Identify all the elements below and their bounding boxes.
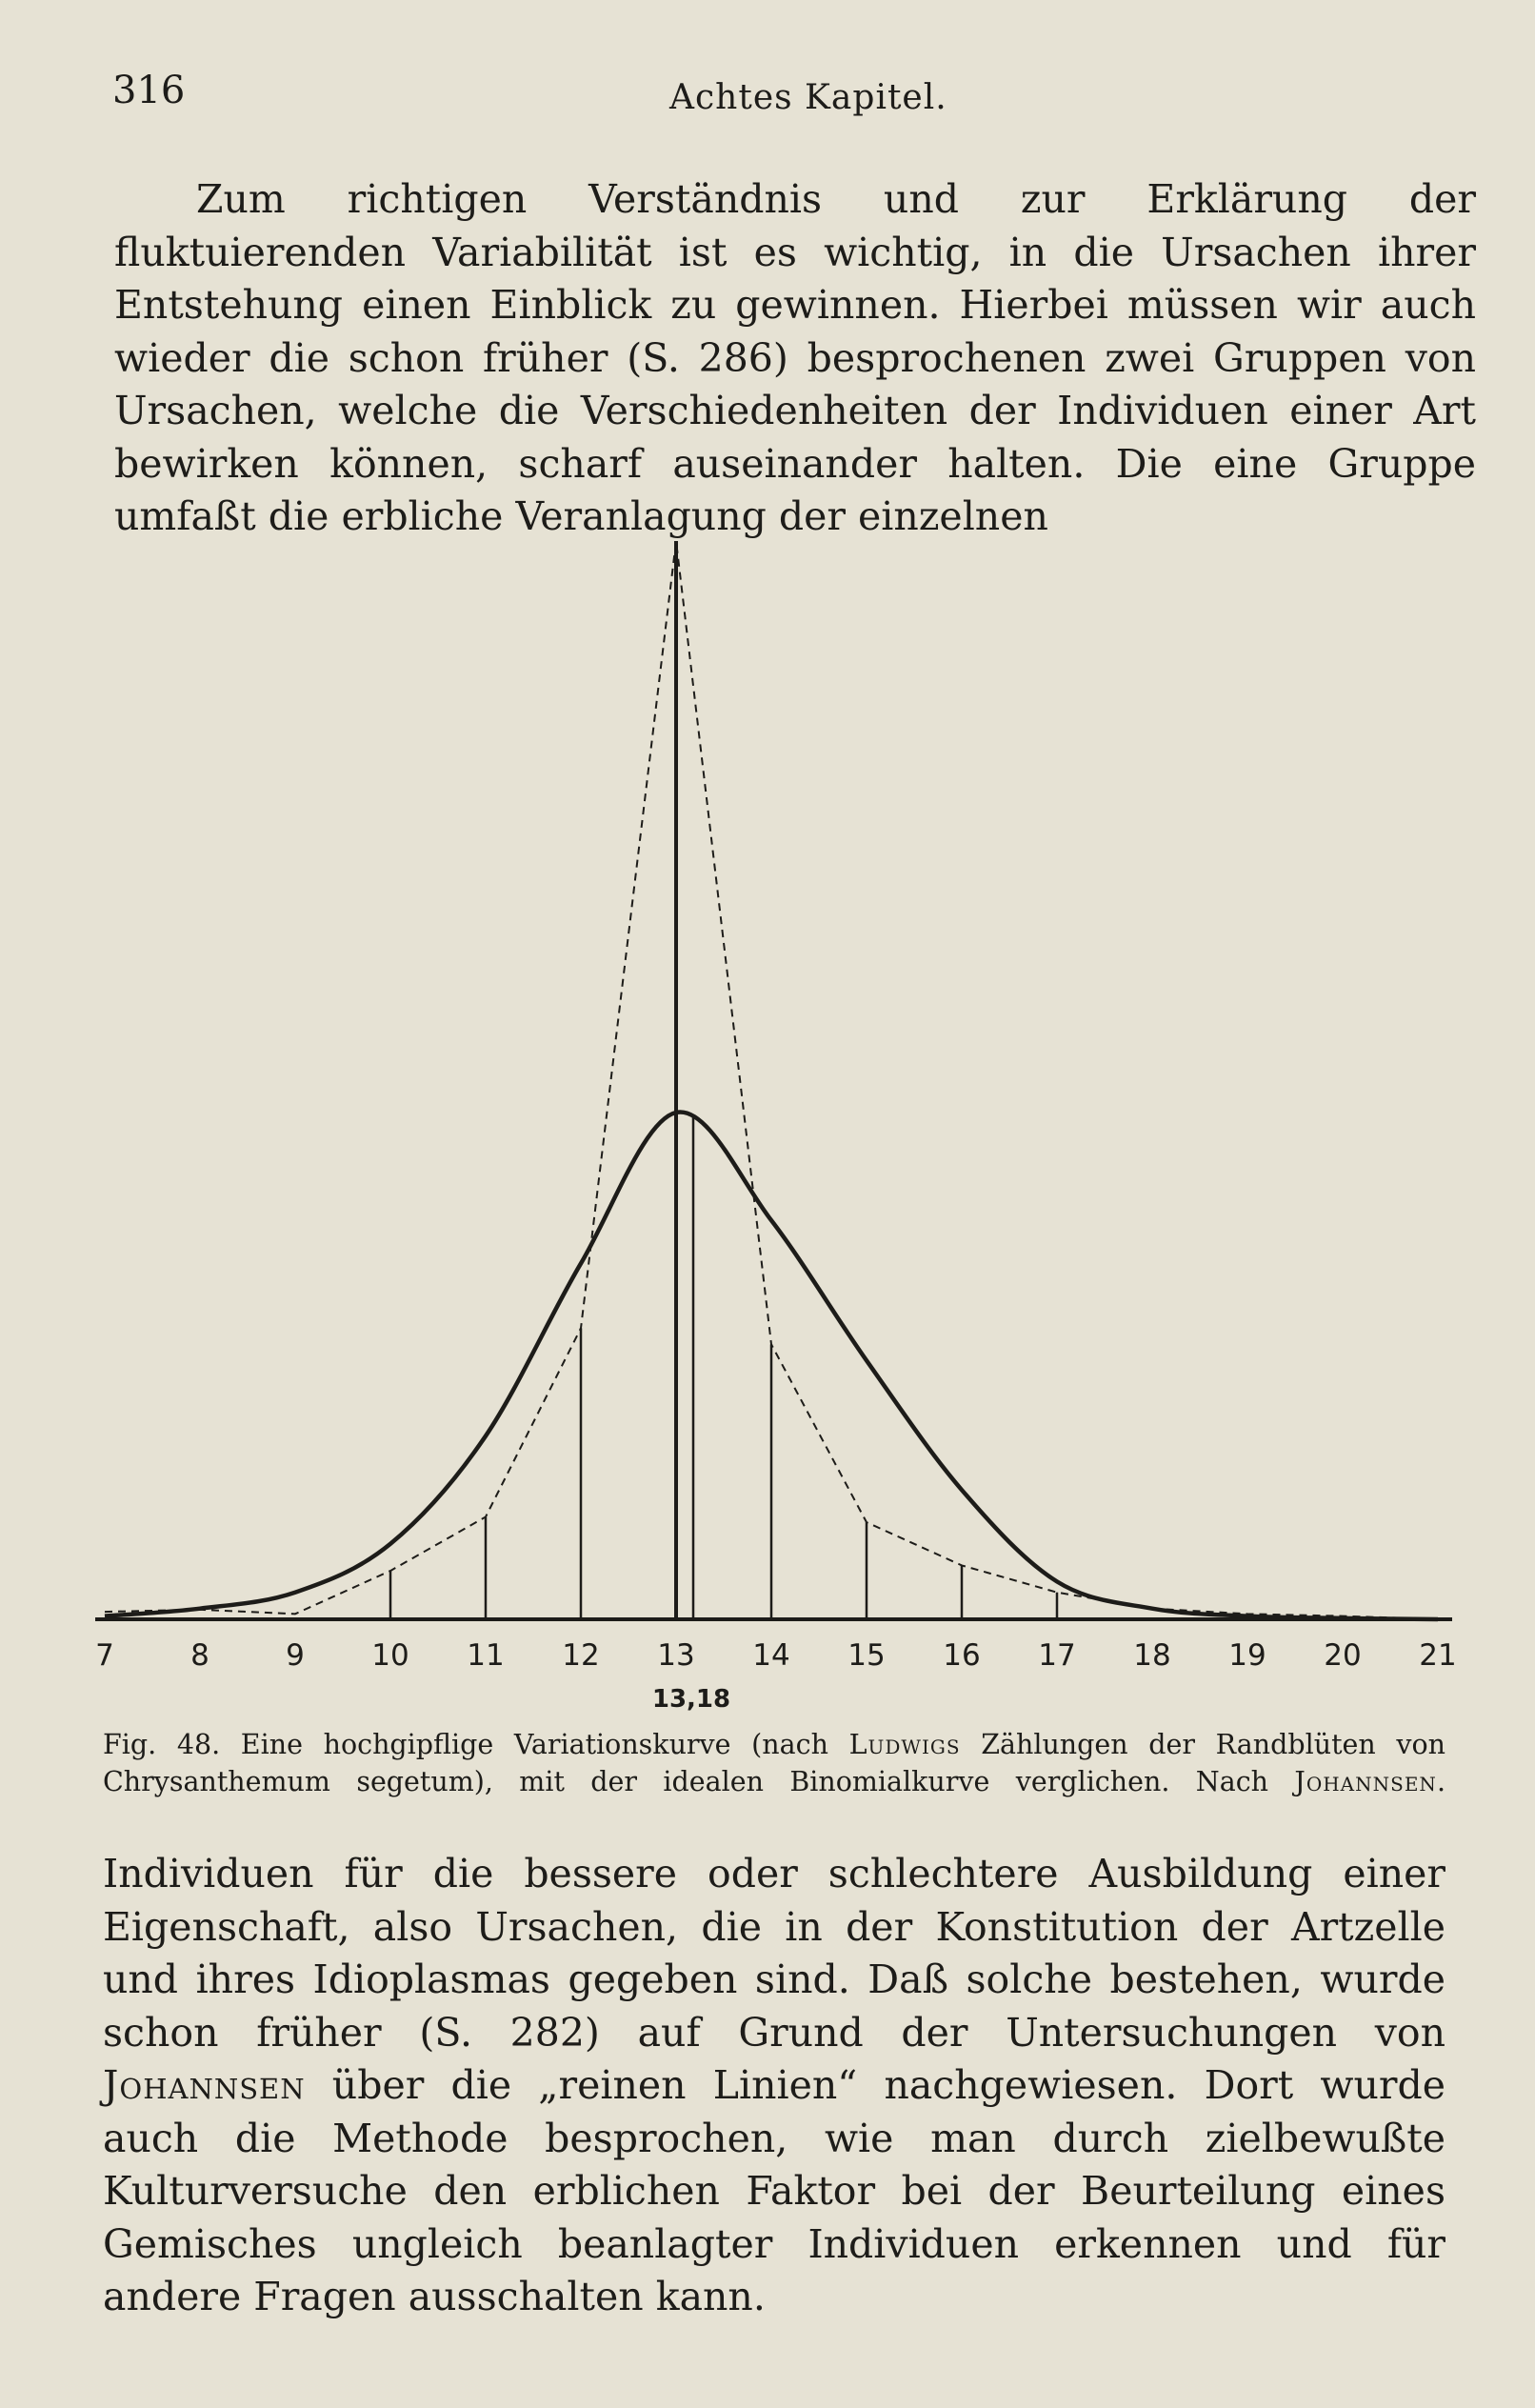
x-tick-label: 16 <box>943 1638 981 1673</box>
caption-author-ludwig: Ludwigs <box>848 1729 961 1760</box>
x-tick-label: 8 <box>190 1638 209 1673</box>
paragraph-bottom-text-1: Individuen für die bessere oder schlechtere Ausbildung einer Eigenschaft, also Ursachen, die in der Konstitution der Artzelle und ihres Idioplasmas gegeben sind. Daß solche bestehen, wurde schon früher (S. 282) auf Grund der Untersuchungen von <box>103 1851 1445 2056</box>
x-tick-label: 17 <box>1038 1638 1076 1673</box>
caption-text-1: Fig. 48. Eine hochgipflige Variationskurve (nach <box>103 1729 849 1760</box>
mean-label: 13,18 <box>651 1685 731 1714</box>
x-tick-label: 14 <box>752 1638 790 1673</box>
caption-text-3: . <box>1436 1766 1445 1797</box>
x-tick-label: 12 <box>562 1638 600 1673</box>
chapter-title: Achtes Kapitel. <box>669 78 947 117</box>
caption-author-johannsen: Johannsen <box>1294 1766 1437 1797</box>
x-tick-label: 21 <box>1419 1638 1457 1673</box>
x-tick-label: 7 <box>95 1638 114 1673</box>
x-tick-label: 20 <box>1324 1638 1362 1673</box>
x-tick-label: 15 <box>847 1638 886 1673</box>
x-tick-label: 19 <box>1228 1638 1266 1673</box>
page-number: 316 <box>112 69 186 112</box>
paragraph-top: Zum richtigen Verständnis und zur Erklärung der fluktuierenden Variabilität ist es wichtig, in die Ursachen ihrer Entstehung einen Einblick zu gewinnen. Hierbei müssen wir auch wieder die schon früher (S. 286) besprochenen zwei Gruppen von Ursachen, welche die Verschiedenheiten der Individuen einer Art bewirken können, scharf auseinander halten. Die eine Gruppe umfaßt die erbliche Veranlagung der einzelnen <box>114 176 1476 539</box>
caption-text-2: Zählungen der Randblüten von Chrysanthemum segetum), mit der idealen Binomialkurve verglichen. Nach <box>103 1729 1446 1797</box>
x-tick-label: 9 <box>286 1638 305 1673</box>
figure-caption <box>103 1726 1445 1800</box>
paragraph-bottom <box>103 1848 1445 2324</box>
variation-curve-figure <box>86 524 1485 1743</box>
paragraph-bottom-text-2: über die „reinen Linien“ nachgewiesen. Dort wurde auch die Methode besprochen, wie man durch zielbewußte Kulturversuche den erblichen Faktor bei der Beurteilung eines Gemisches ungleich beanlagter Individuen erkennen und für andere Fragen ausschalten kann. <box>103 2062 1445 2319</box>
x-tick-label: 13 <box>657 1638 695 1673</box>
x-tick-label: 18 <box>1133 1638 1171 1673</box>
variation-chart <box>86 524 1485 1743</box>
paragraph-bottom-author: Johannsen <box>103 2062 306 2108</box>
running-head <box>112 69 1474 126</box>
x-tick-label: 11 <box>467 1638 505 1673</box>
x-tick-label: 10 <box>371 1638 409 1673</box>
